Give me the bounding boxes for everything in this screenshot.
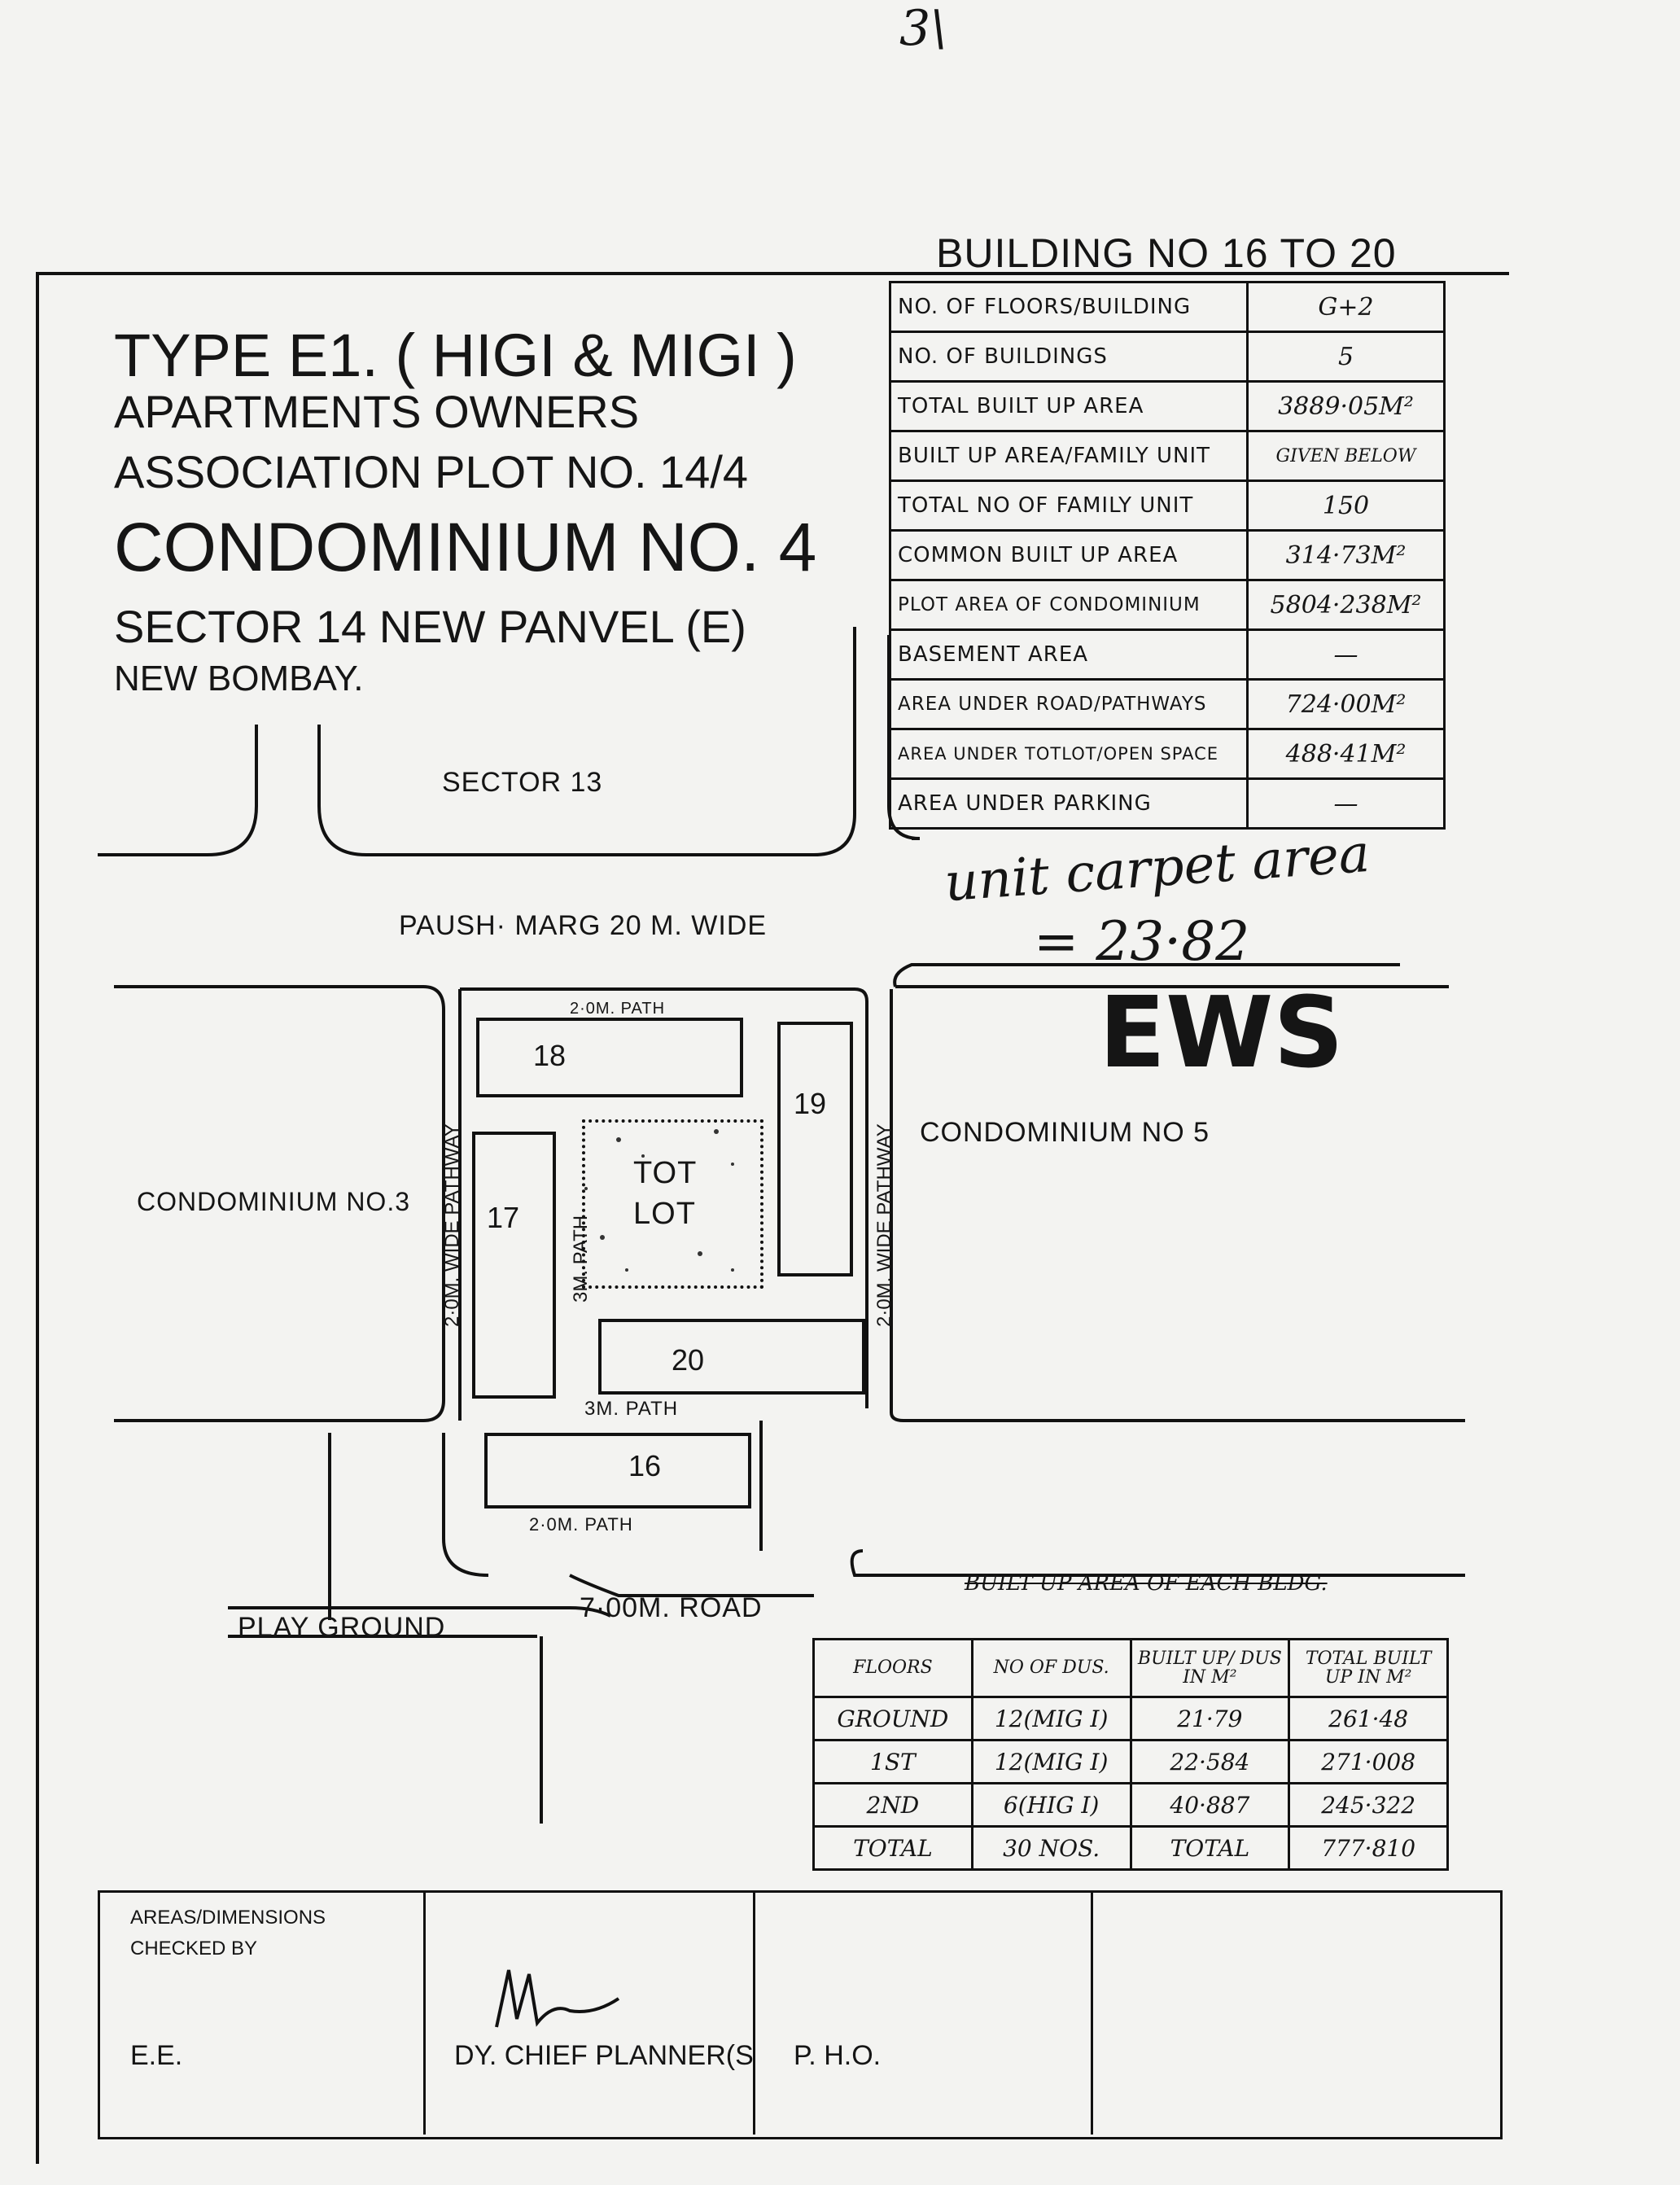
floors-table xyxy=(812,1638,1449,1871)
condominium-5-label: CONDOMINIUM NO 5 xyxy=(920,1117,1210,1148)
pathway-right-label: 2·0M. WIDE PATHWAY xyxy=(873,1123,895,1327)
building-19-number: 19 xyxy=(794,1087,827,1120)
table-row: TOTAL NO OF FAMILY UNIT 150 xyxy=(890,481,1445,531)
condominium-3-label: CONDOMINIUM NO.3 xyxy=(137,1187,410,1216)
table-row: AREA UNDER PARKING — xyxy=(890,779,1445,829)
checked-by-line-2: CHECKED BY xyxy=(130,1938,258,1959)
table-row: COMMON BUILT UP AREA 314·73M² xyxy=(890,531,1445,580)
building-17-number: 17 xyxy=(487,1201,520,1234)
table-row: BASEMENT AREA — xyxy=(890,630,1445,680)
table-row: GROUND 12(MIG I) 21·79 261·48 xyxy=(814,1697,1448,1741)
floors-col-header: FLOORS xyxy=(814,1640,973,1697)
ee-label: E.E. xyxy=(130,2040,183,2071)
table-row: NO. OF BUILDINGS 5 xyxy=(890,332,1445,382)
path-vertical-label: 3M. PATH xyxy=(570,1215,592,1303)
table-row: 1ST 12(MIG I) 22·584 271·008 xyxy=(814,1741,1448,1784)
handwritten-value: = 23·82 xyxy=(1034,910,1250,973)
paush-marg-label: PAUSH· MARG 20 M. WIDE xyxy=(399,910,768,941)
top-scribble: 3\ xyxy=(899,0,947,57)
building-20-number: 20 xyxy=(672,1343,705,1377)
title-condominium: CONDOMINIUM NO. 4 xyxy=(114,509,817,585)
title-type: TYPE E1. ( HIGI & MIGI ) xyxy=(114,322,797,389)
table-row: TOTAL BUILT UP AREA 3889·05M² xyxy=(890,382,1445,431)
handwritten-ews: EWS xyxy=(1099,977,1344,1090)
table-header-row xyxy=(814,1640,1448,1697)
title-apartments: APARTMENTS OWNERS xyxy=(114,386,640,437)
title-block-divider-1 xyxy=(423,1890,426,2135)
building-18-number: 18 xyxy=(533,1039,567,1072)
title-block-divider-2 xyxy=(753,1890,755,2135)
title-block-divider-3 xyxy=(1091,1890,1093,2135)
table-row: 2ND 6(HIG I) 40·887 245·322 xyxy=(814,1784,1448,1827)
table-row: BUILT UP AREA/FAMILY UNIT GIVEN BELOW xyxy=(890,431,1445,481)
dus-col-header: NO OF DUS. xyxy=(972,1640,1131,1697)
building-20 xyxy=(598,1319,865,1395)
path-bottom-label: 2·0M. PATH xyxy=(529,1514,633,1535)
tot-lot-label-2: LOT xyxy=(633,1197,696,1231)
building-16-number: 16 xyxy=(628,1449,662,1482)
sector-13-label: SECTOR 13 xyxy=(442,767,603,798)
table-row: AREA UNDER TOTLOT/OPEN SPACE 488·41M² xyxy=(890,729,1445,779)
checked-by-line-1: AREAS/DIMENSIONS xyxy=(130,1907,326,1929)
title-sector: SECTOR 14 NEW PANVEL (E) xyxy=(114,601,746,652)
path-top-label: 2·0M. PATH xyxy=(570,1000,666,1018)
building-table-title: BUILDING NO 16 TO 20 xyxy=(936,230,1397,276)
building-18 xyxy=(476,1018,743,1097)
pathway-left-label: 2·0M. WIDE PATHWAY xyxy=(441,1123,463,1327)
path-mid-label: 3M. PATH xyxy=(584,1398,679,1420)
road-7m-label: 7·00M. ROAD xyxy=(580,1592,763,1623)
title-association: ASSOCIATION PLOT NO. 14/4 xyxy=(114,446,749,497)
builtup-col-header: BUILT UP/ DUS IN M² xyxy=(1131,1640,1289,1697)
table-row: AREA UNDER ROAD/PATHWAYS 724·00M² xyxy=(890,680,1445,729)
title-city: NEW BOMBAY. xyxy=(114,659,364,698)
tot-lot-label-1: TOT xyxy=(633,1156,698,1190)
signature xyxy=(488,1954,667,2043)
building-17 xyxy=(472,1132,556,1399)
dy-chief-planner-label: DY. CHIEF PLANNER(S xyxy=(454,2040,754,2071)
table-row: PLOT AREA OF CONDOMINIUM 5804·238M² xyxy=(890,580,1445,630)
handwritten-carpet-area: unit carpet area xyxy=(943,823,1372,914)
building-16 xyxy=(484,1433,751,1508)
playground-label: PLAY GROUND xyxy=(238,1612,446,1643)
table-row: TOTAL 30 NOS. TOTAL 777·810 xyxy=(814,1827,1448,1870)
floors-table-caption: BUILT UP AREA OF EACH BLDG. xyxy=(965,1571,1328,1596)
building-19 xyxy=(777,1022,853,1276)
table-row: NO. OF FLOORS/BUILDING G+2 xyxy=(890,282,1445,332)
total-col-header: TOTAL BUILT UP IN M² xyxy=(1289,1640,1448,1697)
pho-label: P. H.O. xyxy=(794,2040,882,2071)
